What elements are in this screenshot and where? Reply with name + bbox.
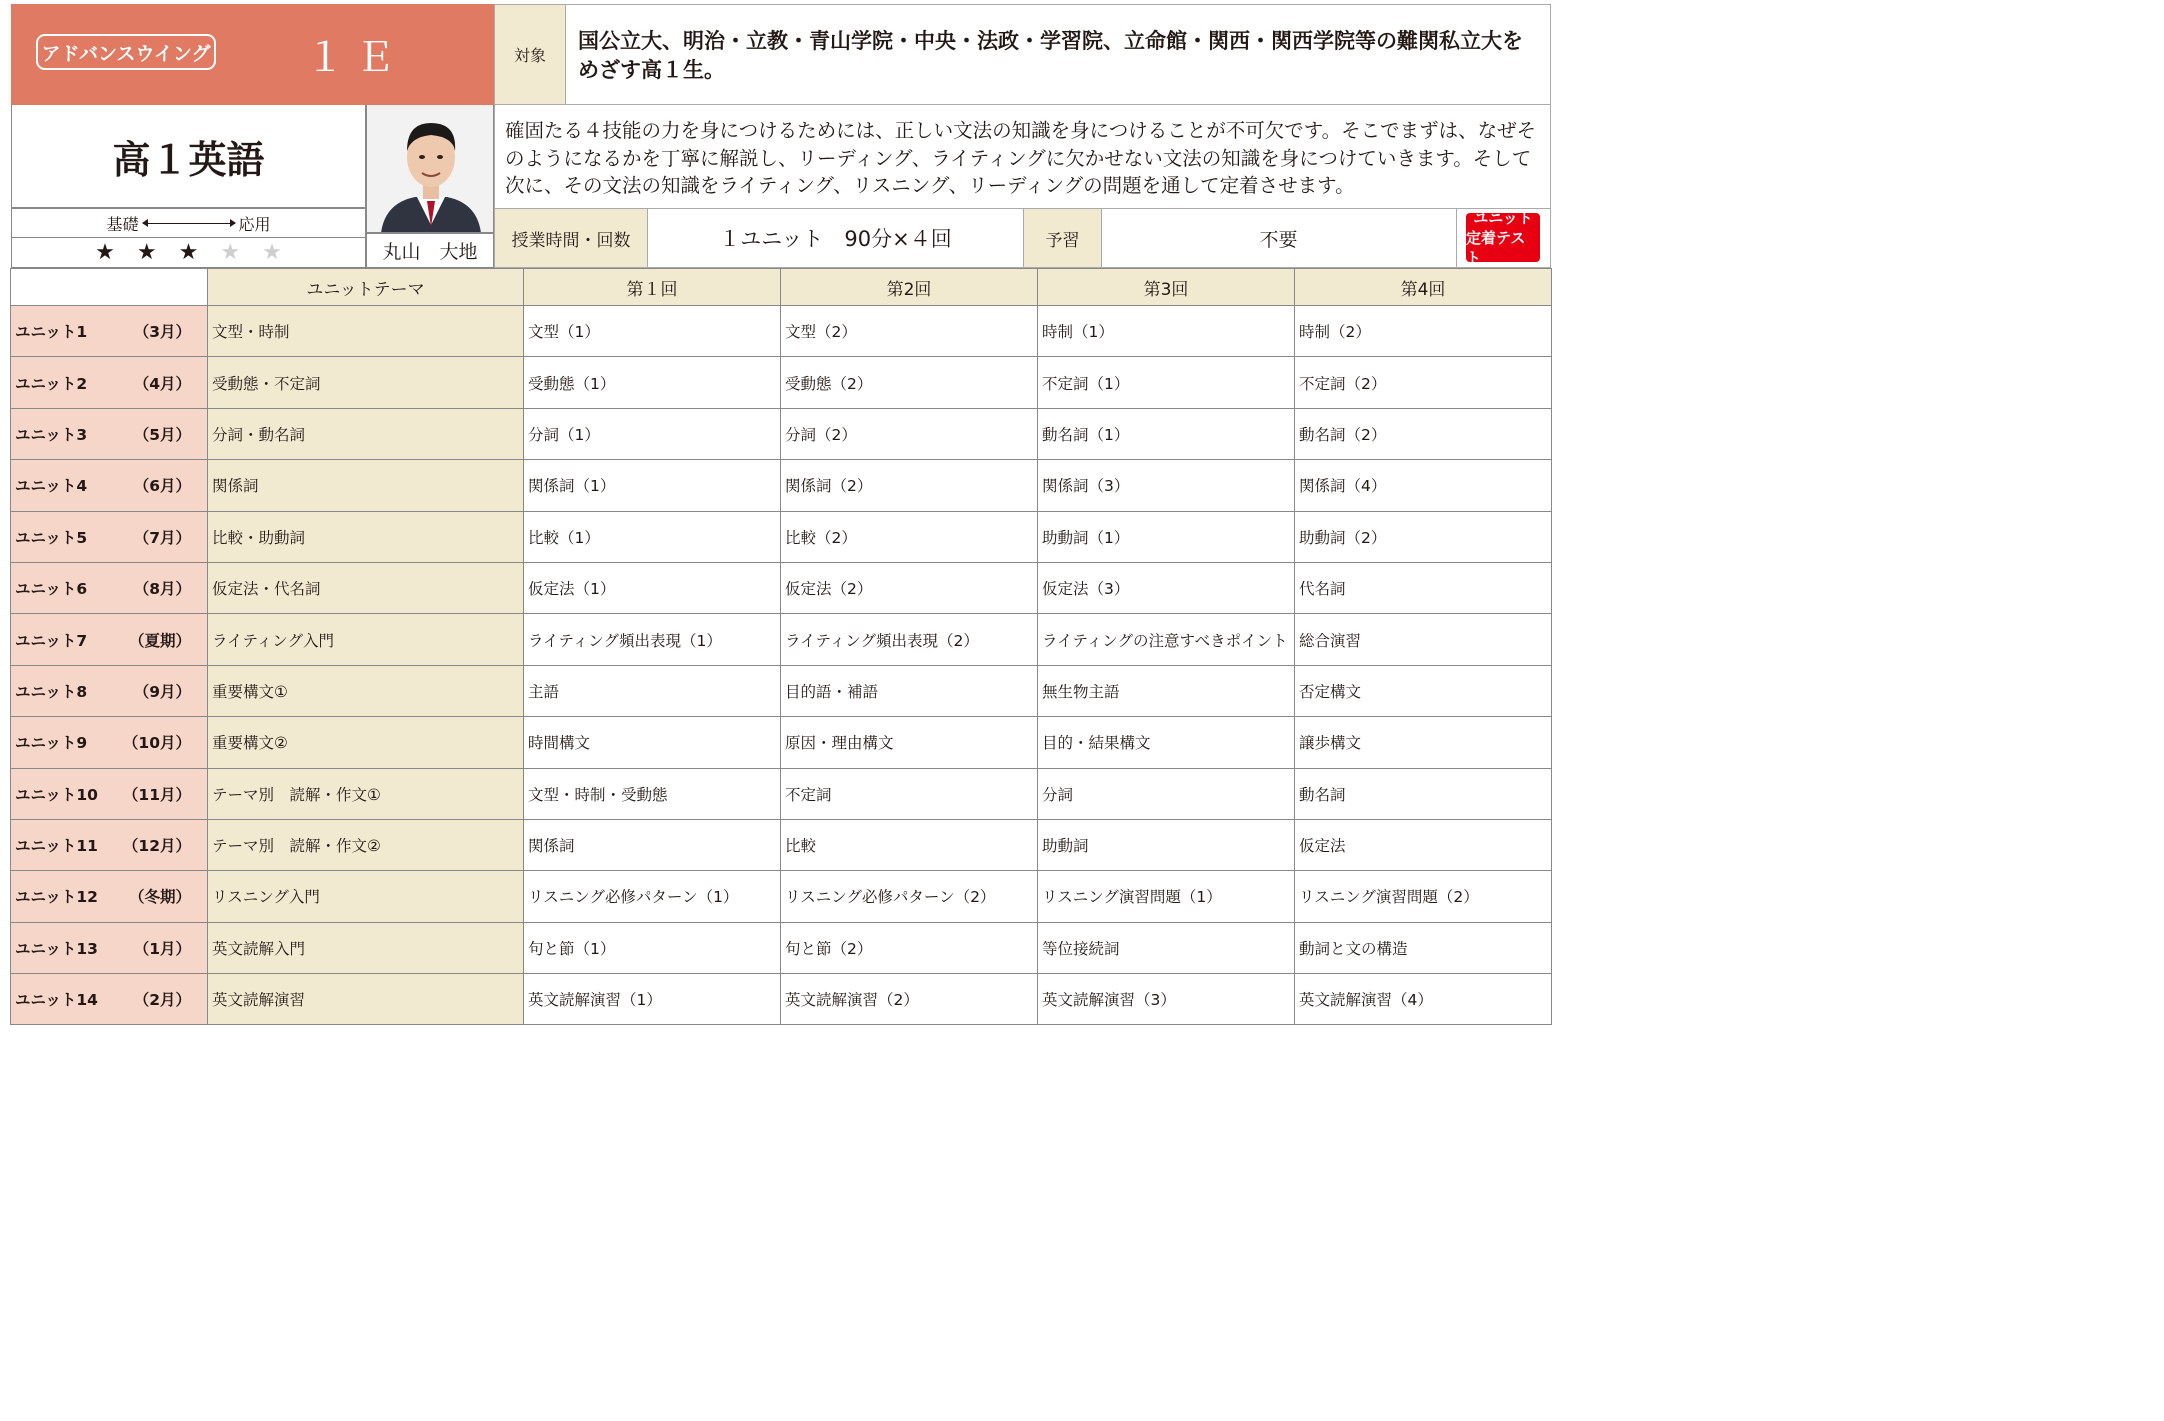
session-1: 関係詞（1） (524, 460, 781, 511)
session-4: 仮定法 (1295, 819, 1552, 870)
table-row (11, 768, 1552, 819)
unit-month: （11月） (122, 785, 191, 804)
table-header-row (11, 269, 1552, 306)
session-3: 目的・結果構文 (1038, 717, 1295, 768)
session-1: 分詞（1） (524, 408, 781, 459)
level-basic-label: 基礎 (106, 214, 139, 234)
unit-month: （8月） (133, 580, 191, 599)
unit-label: ユニット8 (15, 682, 88, 701)
unit-month: （9月） (133, 682, 191, 701)
table-row (11, 408, 1552, 459)
session-4: 助動詞（2） (1295, 511, 1552, 562)
unit-theme: 英文読解演習 (208, 974, 524, 1025)
teacher-name: 丸山 大地 (366, 233, 494, 268)
session-1: 関係詞 (524, 819, 781, 870)
unit-cell (11, 665, 208, 716)
session-3: 分詞 (1038, 768, 1295, 819)
table-row (11, 665, 1552, 716)
unit-cell (11, 768, 208, 819)
session-2: 不定詞 (781, 768, 1038, 819)
test-badge-line1: ユニット (1473, 208, 1533, 227)
session-3: 時制（1） (1038, 306, 1295, 357)
unit-label: ユニット3 (15, 425, 88, 444)
session-1: 仮定法（1） (524, 562, 781, 613)
unit-cell (11, 408, 208, 459)
table-row (11, 871, 1552, 922)
prep-label: 予習 (1024, 209, 1102, 268)
class-time-value: １ユニット 90分×４回 (648, 209, 1024, 268)
course-description: 確固たる４技能の力を身につけるためには、正しい文法の知識を身につけることが不可欠です。そこでまずは、なぜそのようになるかを丁寧に解説し、リーディング、ライティングに欠かせない文法の知識を身につけていきます。そして次に、その文法の知識をライティング、リスニング、リーディングの問題を通して定着させます。 (494, 105, 1551, 209)
unit-cell (11, 717, 208, 768)
target-text: 国公立大、明治・立教・青山学院・中央・法政・学習院、立命館・関西・関西学院等の難関私立大をめざす高１生。 (566, 4, 1551, 105)
session-1: 英文読解演習（1） (524, 974, 781, 1025)
class-time-label: 授業時間・回数 (494, 209, 648, 268)
teacher-photo (366, 105, 494, 233)
unit-theme: リスニング入門 (208, 871, 524, 922)
unit-theme: 関係詞 (208, 460, 524, 511)
session-4: 不定詞（2） (1295, 357, 1552, 408)
table-row (11, 974, 1552, 1025)
unit-theme: 比較・助動詞 (208, 511, 524, 562)
unit-theme: 受動態・不定詞 (208, 357, 524, 408)
difficulty-stars (11, 238, 366, 268)
table-row (11, 562, 1552, 613)
teacher-portrait-image (367, 105, 494, 233)
unit-theme: 重要構文① (208, 665, 524, 716)
session-4: リスニング演習問題（2） (1295, 871, 1552, 922)
unit-label: ユニット6 (15, 580, 88, 599)
session-3: 助動詞 (1038, 819, 1295, 870)
session-3: 等位接続詞 (1038, 922, 1295, 973)
test-badge-line2: 定着テスト (1466, 228, 1526, 267)
unit-month: （2月） (133, 991, 191, 1010)
unit-cell (11, 871, 208, 922)
unit-test-badge (1466, 208, 1540, 267)
session-2: 受動態（2） (781, 357, 1038, 408)
session-3: 不定詞（1） (1038, 357, 1295, 408)
unit-month: （5月） (133, 425, 191, 444)
unit-label: ユニット2 (15, 374, 88, 393)
session-3: 英文読解演習（3） (1038, 974, 1295, 1025)
unit-month: （冬期） (128, 888, 191, 907)
column-header: 第3回 (1038, 269, 1295, 306)
level-scale (11, 208, 366, 238)
session-1: 比較（1） (524, 511, 781, 562)
session-1: 文型（1） (524, 306, 781, 357)
session-1: 時間構文 (524, 717, 781, 768)
session-3: 助動詞（1） (1038, 511, 1295, 562)
session-4: 動詞と文の構造 (1295, 922, 1552, 973)
session-1: 句と節（1） (524, 922, 781, 973)
session-1: 主語 (524, 665, 781, 716)
unit-label: ユニット12 (15, 888, 98, 907)
session-3: 関係詞（3） (1038, 460, 1295, 511)
unit-theme: ライティング入門 (208, 614, 524, 665)
unit-theme: 分詞・動名詞 (208, 408, 524, 459)
table-row (11, 819, 1552, 870)
unit-month: （1月） (133, 939, 191, 958)
session-4: 動名詞 (1295, 768, 1552, 819)
unit-cell (11, 562, 208, 613)
session-2: 仮定法（2） (781, 562, 1038, 613)
target-label: 対象 (494, 4, 566, 105)
session-4: 動名詞（2） (1295, 408, 1552, 459)
table-row (11, 306, 1552, 357)
level-applied-label: 応用 (238, 214, 271, 234)
session-4: 関係詞（4） (1295, 460, 1552, 511)
column-header: 第１回 (524, 269, 781, 306)
session-4: 英文読解演習（4） (1295, 974, 1552, 1025)
unit-cell (11, 922, 208, 973)
course-type-badge: アドバンスウイング (36, 34, 216, 70)
unit-cell (11, 614, 208, 665)
session-4: 譲歩構文 (1295, 717, 1552, 768)
session-2: 関係詞（2） (781, 460, 1038, 511)
unit-theme: テーマ別 読解・作文② (208, 819, 524, 870)
column-header: 第4回 (1295, 269, 1552, 306)
unit-cell (11, 819, 208, 870)
subject-title: 高１英語 (11, 105, 366, 208)
table-row (11, 922, 1552, 973)
unit-month: （3月） (133, 323, 191, 342)
session-1: リスニング必修パターン（1） (524, 871, 781, 922)
unit-theme: テーマ別 読解・作文① (208, 768, 524, 819)
unit-label: ユニット13 (15, 939, 98, 958)
session-2: 比較（2） (781, 511, 1038, 562)
session-4: 時制（2） (1295, 306, 1552, 357)
session-1: ライティング頻出表現（1） (524, 614, 781, 665)
unit-label: ユニット1 (15, 323, 88, 342)
session-2: 分詞（2） (781, 408, 1038, 459)
star-icon: ★ (95, 240, 115, 265)
session-2: リスニング必修パターン（2） (781, 871, 1038, 922)
session-3: リスニング演習問題（1） (1038, 871, 1295, 922)
session-2: 目的語・補語 (781, 665, 1038, 716)
unit-theme: 重要構文② (208, 717, 524, 768)
unit-month: （10月） (122, 734, 191, 753)
unit-theme: 文型・時制 (208, 306, 524, 357)
session-4: 代名詞 (1295, 562, 1552, 613)
column-header: ユニットテーマ (208, 269, 524, 306)
unit-month: （12月） (122, 837, 191, 856)
session-1: 受動態（1） (524, 357, 781, 408)
unit-month: （6月） (133, 477, 191, 496)
unit-schedule-table (10, 268, 1552, 1025)
class-code: １Ｅ (305, 34, 405, 81)
table-row (11, 460, 1552, 511)
session-1: 文型・時制・受動態 (524, 768, 781, 819)
session-2: 文型（2） (781, 306, 1038, 357)
unit-month: （4月） (133, 374, 191, 393)
star-icon: ★ (136, 240, 157, 265)
column-header: 第2回 (781, 269, 1038, 306)
session-2: 比較 (781, 819, 1038, 870)
session-3: 無生物主語 (1038, 665, 1295, 716)
session-2: 句と節（2） (781, 922, 1038, 973)
unit-label: ユニット9 (15, 734, 88, 753)
session-3: 仮定法（3） (1038, 562, 1295, 613)
unit-label: ユニット14 (15, 991, 98, 1010)
session-4: 否定構文 (1295, 665, 1552, 716)
table-row (11, 357, 1552, 408)
session-4: 総合演習 (1295, 614, 1552, 665)
session-3: 動名詞（1） (1038, 408, 1295, 459)
session-3: ライティングの注意すべきポイント (1038, 614, 1295, 665)
table-row (11, 614, 1552, 665)
unit-label: ユニット5 (15, 528, 88, 547)
unit-theme: 英文読解入門 (208, 922, 524, 973)
table-row (11, 511, 1552, 562)
session-2: 英文読解演習（2） (781, 974, 1038, 1025)
unit-theme: 仮定法・代名詞 (208, 562, 524, 613)
star-icon: ★ (220, 240, 241, 265)
unit-label: ユニット10 (15, 785, 98, 804)
unit-label: ユニット11 (15, 837, 98, 856)
session-2: ライティング頻出表現（2） (781, 614, 1038, 665)
unit-label: ユニット7 (15, 631, 88, 650)
double-arrow-icon (143, 223, 235, 224)
prep-value: 不要 (1101, 209, 1457, 268)
unit-cell (11, 460, 208, 511)
table-row (11, 717, 1552, 768)
session-2: 原因・理由構文 (781, 717, 1038, 768)
unit-month: （夏期） (128, 631, 191, 650)
star-icon: ★ (262, 240, 282, 265)
column-header (11, 269, 208, 306)
unit-month: （7月） (133, 528, 191, 547)
unit-cell (11, 357, 208, 408)
unit-cell (11, 511, 208, 562)
star-icon: ★ (178, 240, 199, 265)
unit-cell (11, 974, 208, 1025)
unit-label: ユニット4 (15, 477, 88, 496)
unit-cell (11, 306, 208, 357)
